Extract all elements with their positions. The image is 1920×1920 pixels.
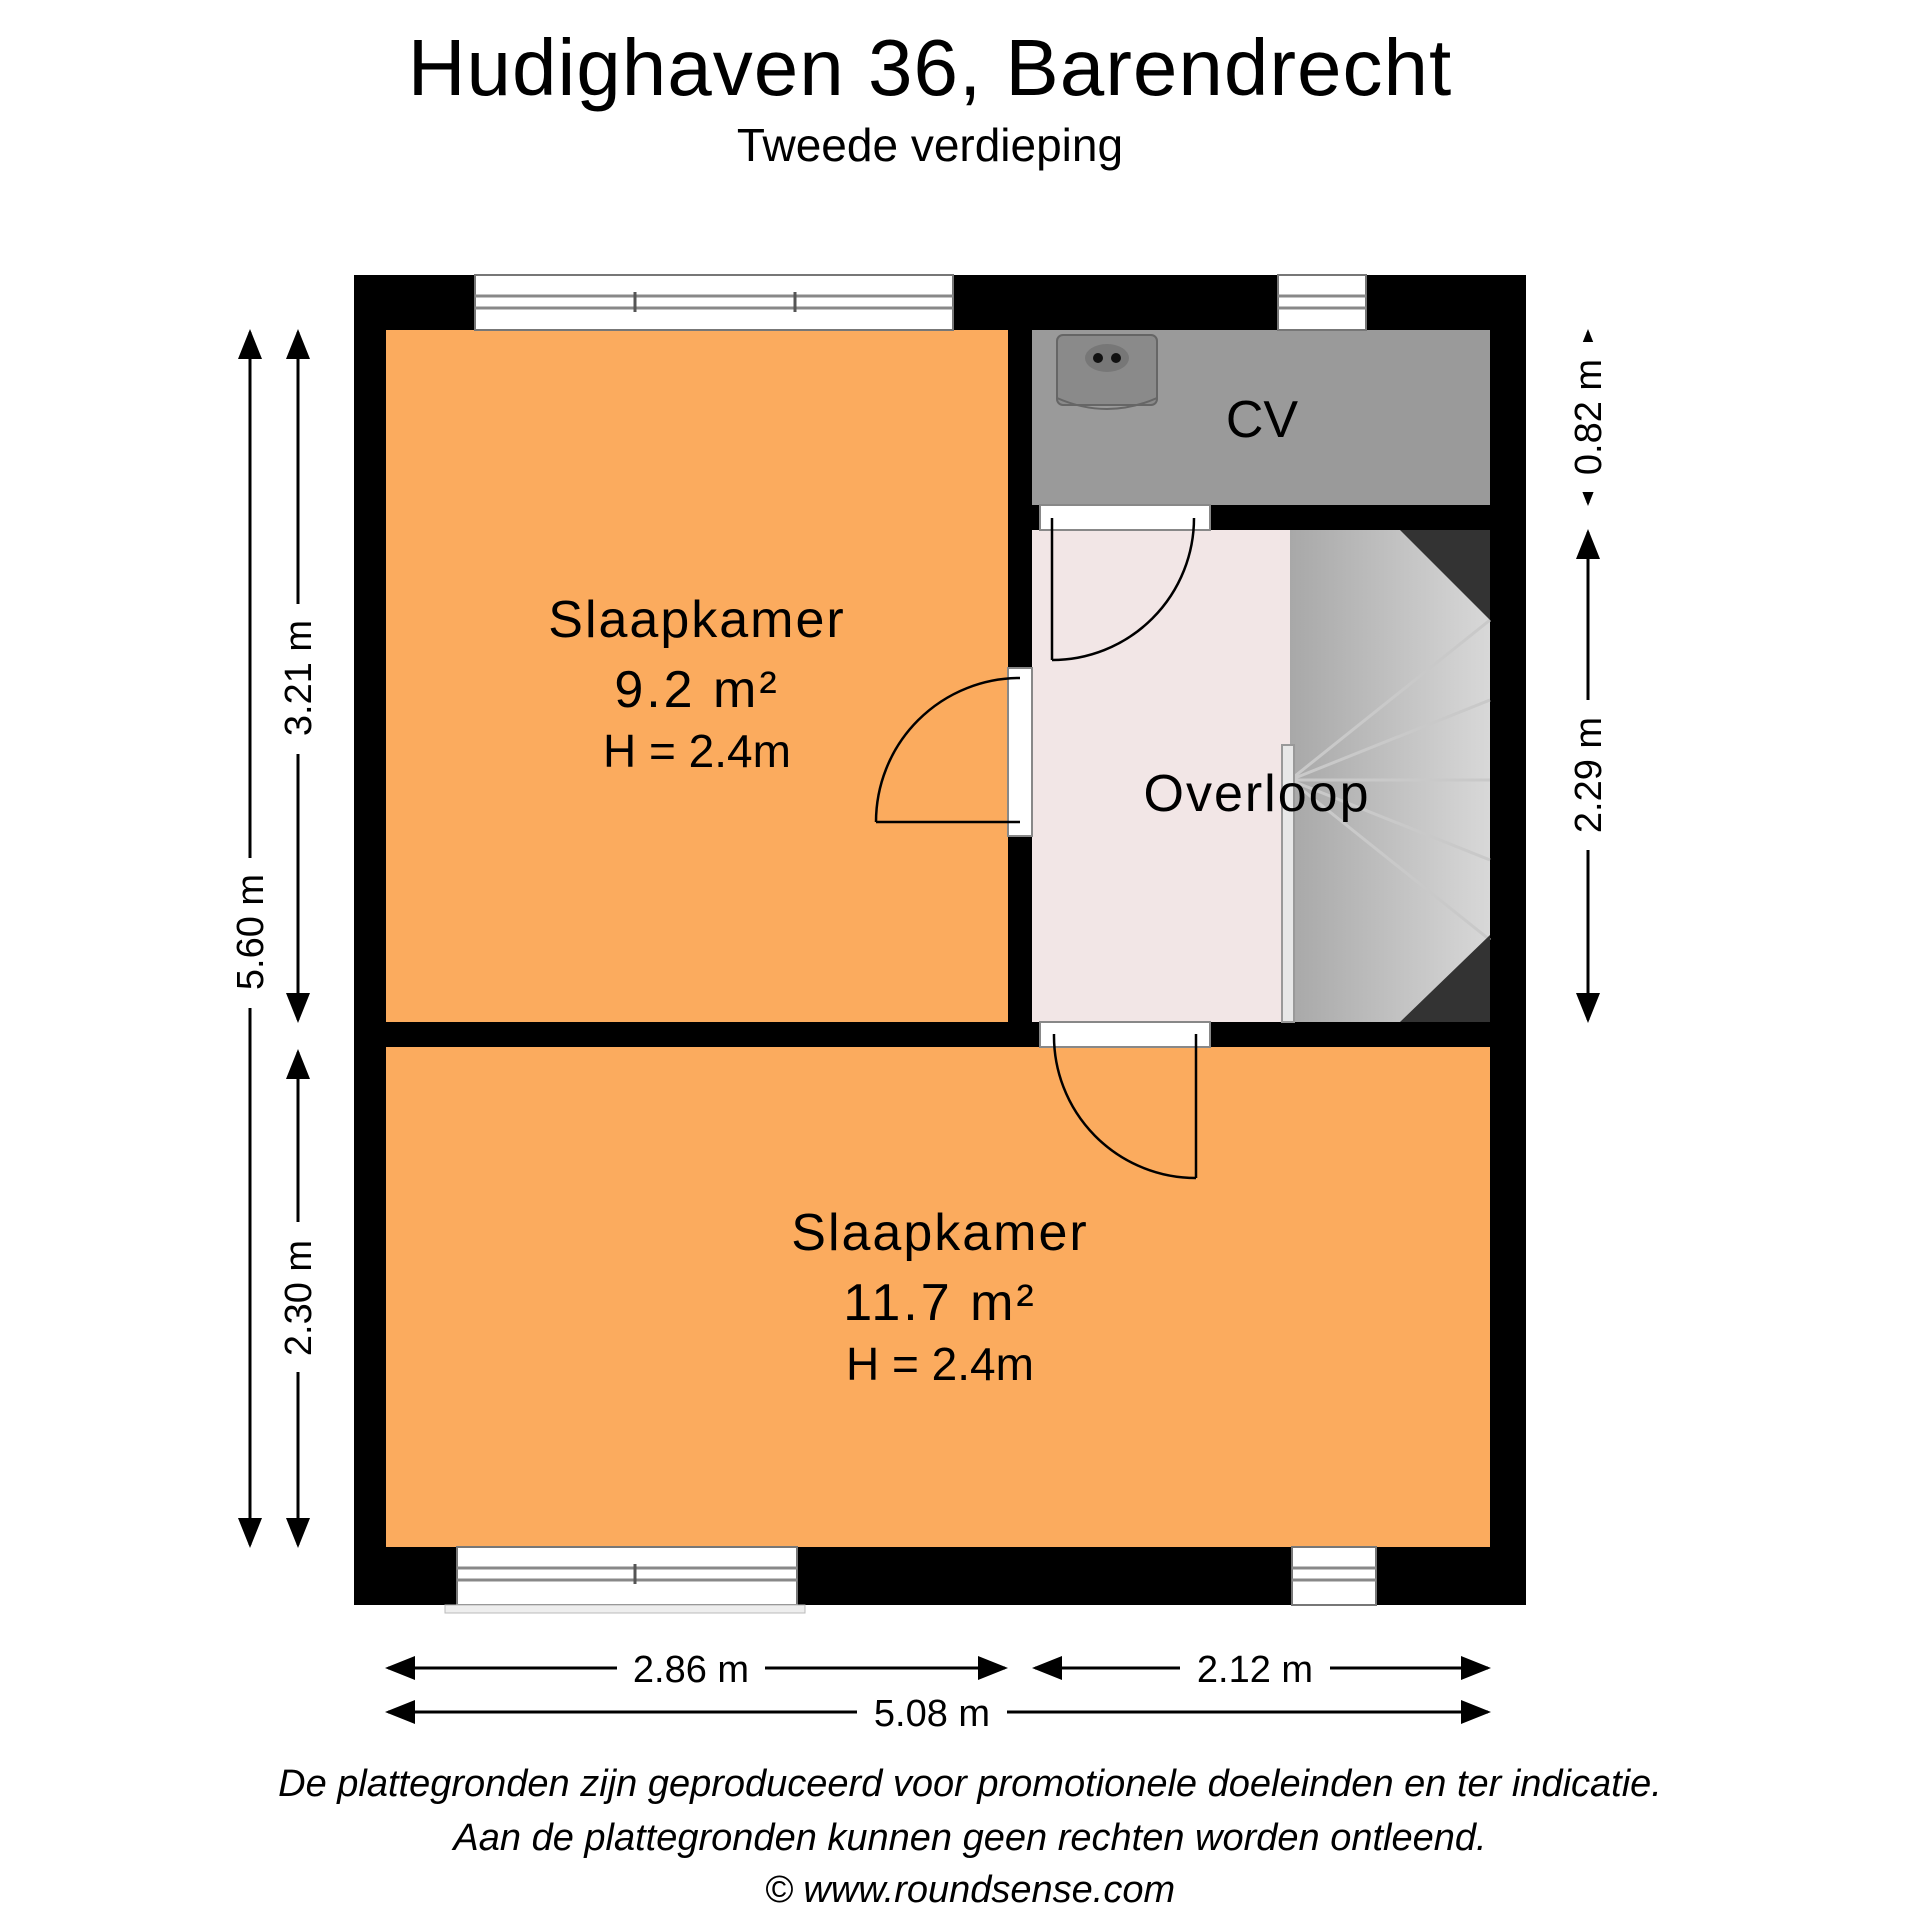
svg-text:0.82 m: 0.82 m (1568, 358, 1610, 476)
svg-text:5.60 m: 5.60 m (230, 873, 272, 991)
room-height-slaapkamer-bottom: H = 2.4m (846, 1338, 1034, 1390)
door-opening-cv (1040, 505, 1210, 530)
dim-label-left-bottom (278, 1222, 320, 1372)
floor-subtitle: Tweede verdieping (736, 119, 1124, 171)
window-top-left (475, 275, 953, 330)
dim-label-bottom-right (1180, 1645, 1330, 1691)
room-area-slaapkamer-top: 9.2 m² (614, 661, 780, 719)
dim-label-bottom-total (857, 1689, 1007, 1735)
svg-text:2.86 m: 2.86 m (632, 1649, 750, 1691)
room-name-slaapkamer-top: Slaapkamer (548, 591, 846, 649)
dim-label-bottom-left (617, 1645, 765, 1691)
window-bottom-left (445, 1547, 805, 1613)
dim-label-left-total (230, 858, 272, 1008)
svg-text:2.29 m: 2.29 m (1568, 716, 1610, 834)
plan-title: Hudighaven 36, Barendrecht (407, 23, 1453, 112)
room-height-slaapkamer-top: H = 2.4m (603, 725, 791, 777)
room-area-slaapkamer-bottom: 11.7 m² (843, 1274, 1037, 1332)
copyright-line: © www.roundsense.com (764, 1869, 1176, 1911)
svg-text:2.12 m: 2.12 m (1196, 1649, 1314, 1691)
disclaimer-line-2: Aan de plattegronden kunnen geen rechten worden ontleend. (453, 1817, 1487, 1859)
window-bottom-right (1292, 1547, 1376, 1605)
door-opening-slaapkamer-top (1008, 668, 1032, 836)
door-opening-slaapkamer-bottom (1040, 1022, 1210, 1047)
svg-text:3.21 m: 3.21 m (278, 619, 320, 737)
svg-text:2.30 m: 2.30 m (278, 1239, 320, 1357)
dim-label-right-bottom (1568, 700, 1610, 850)
svg-text:5.08 m: 5.08 m (873, 1693, 991, 1735)
dim-label-right-top (1568, 342, 1610, 492)
boiler-icon (1057, 335, 1157, 409)
room-name-cv: CV (1225, 391, 1299, 449)
disclaimer-line-1: De plattegronden zijn geproduceerd voor promotionele doeleinden en ter indicatie. (278, 1763, 1662, 1805)
room-name-slaapkamer-bottom: Slaapkamer (791, 1204, 1089, 1262)
room-name-overloop: Overloop (1143, 765, 1371, 823)
window-top-right (1278, 275, 1366, 330)
dim-label-left-top (278, 604, 320, 754)
